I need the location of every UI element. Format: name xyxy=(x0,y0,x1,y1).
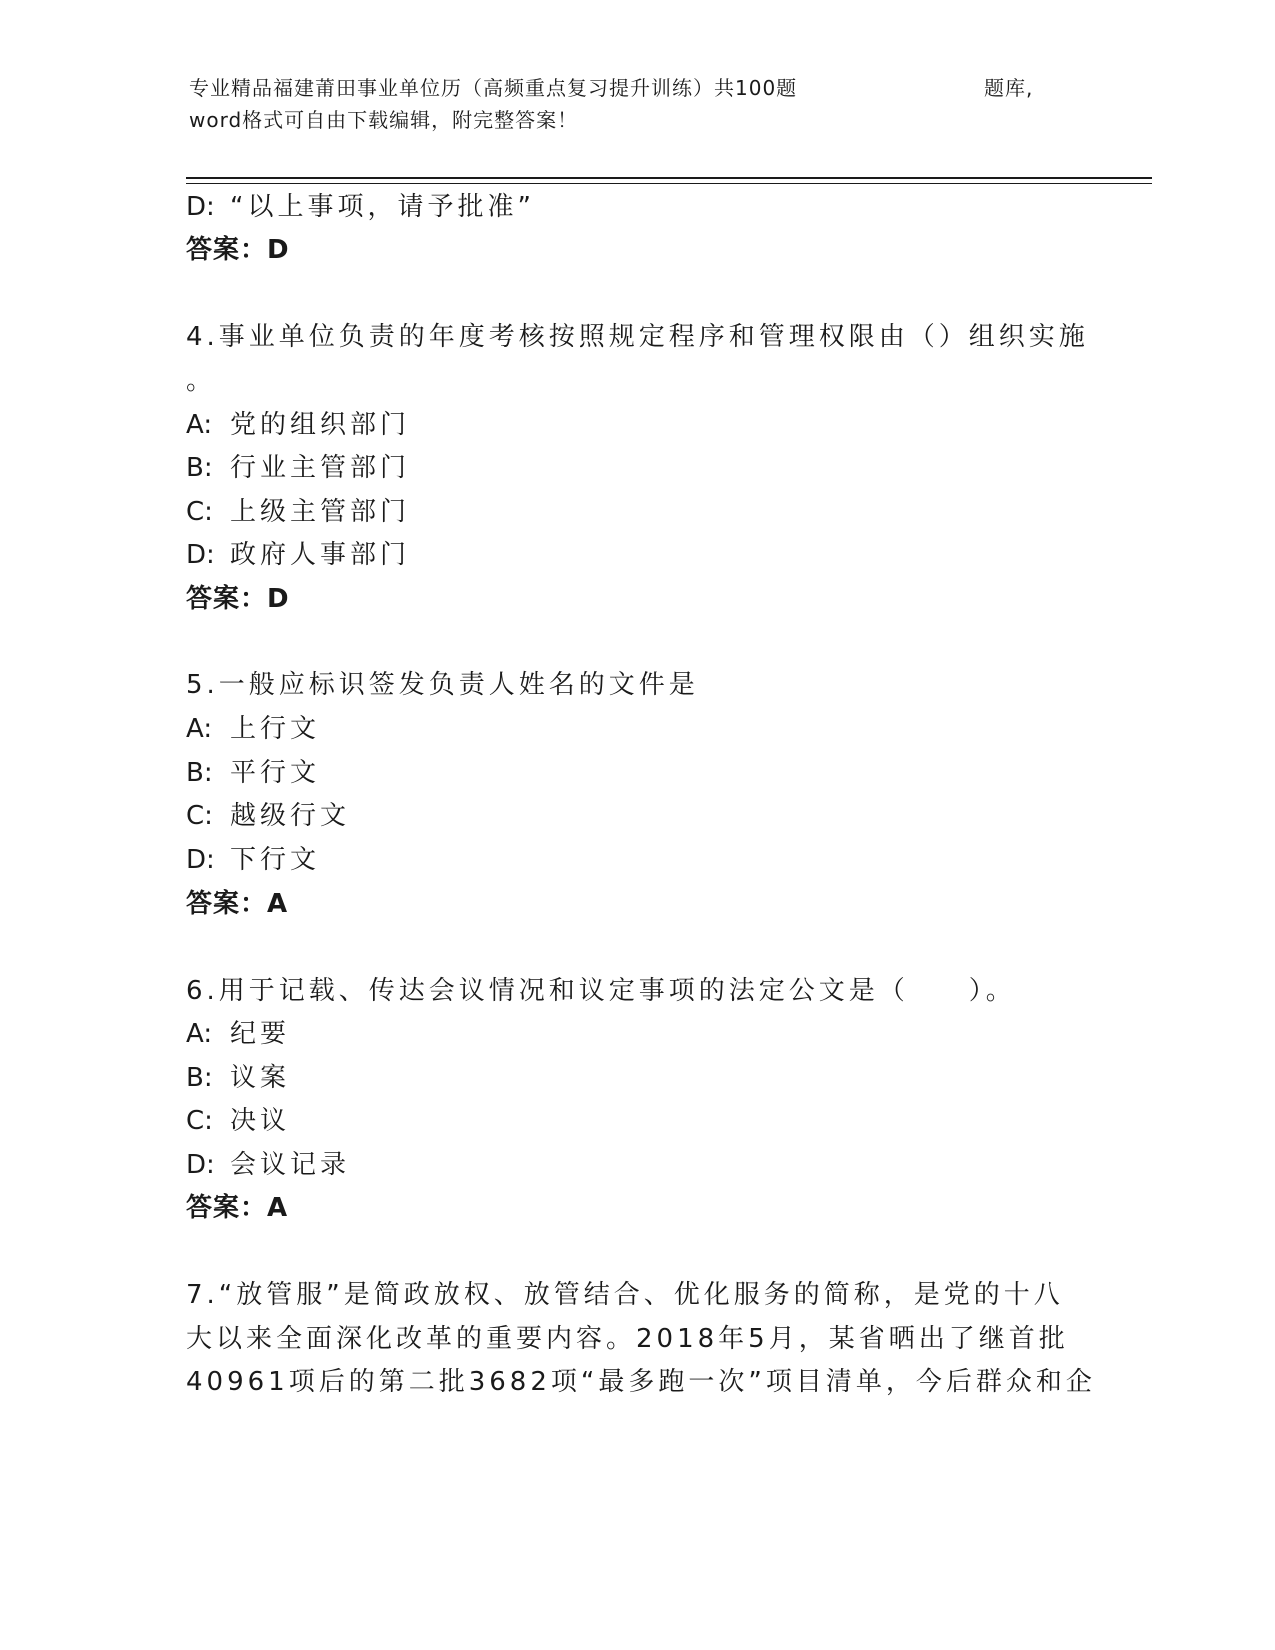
option-text: 上级主管部门 xyxy=(230,497,411,527)
option-text: 纪要 xyxy=(230,1019,291,1049)
q5-option-a xyxy=(186,708,320,745)
option-key: A: xyxy=(186,714,213,744)
q7-stem-line-3: 40961项后的第二批3682项“最多跑一次”项目清单，今后群众和企 xyxy=(186,1367,1096,1397)
option-key: D: xyxy=(186,845,215,875)
q6-option-a xyxy=(186,1013,290,1050)
option-text: 下行文 xyxy=(230,845,321,875)
q5-option-d xyxy=(186,839,320,876)
option-key: B: xyxy=(186,1063,213,1093)
option-key: C: xyxy=(186,801,213,831)
option-key: A: xyxy=(186,1019,213,1049)
q4-option-a xyxy=(186,404,410,441)
q4-stem-line-1: 4.事业单位负责的年度考核按照规定程序和管理权限由（）组织实施 xyxy=(186,322,1089,352)
q6-answer: 答案：A xyxy=(186,1193,289,1223)
option-text: 会议记录 xyxy=(230,1150,351,1180)
option-text: 越级行文 xyxy=(230,801,351,831)
header-subtitle: word格式可自由下载编辑，附完整答案！ xyxy=(189,108,579,132)
page-header xyxy=(189,72,1069,136)
option-text: 上行文 xyxy=(230,714,321,744)
q5-option-b xyxy=(186,752,320,789)
option-text: 政府人事部门 xyxy=(230,540,411,570)
q6-stem-line-1: 6.用于记载、传达会议情况和议定事项的法定公文是（ ）。 xyxy=(186,976,1016,1006)
q7-stem-line-1: 7.“放管服”是简政放权、放管结合、优化服务的简称，是党的十八 xyxy=(186,1280,1064,1310)
header-title-tail: 题库, xyxy=(984,76,1034,100)
option-key: C: xyxy=(186,497,213,527)
q6-option-b xyxy=(186,1057,290,1094)
option-key: B: xyxy=(186,758,213,788)
q3-option-d xyxy=(186,186,535,223)
option-key: B: xyxy=(186,453,213,483)
option-key: D: xyxy=(186,540,215,570)
q4-option-d xyxy=(186,534,410,571)
option-text: “以上事项，请予批准” xyxy=(230,192,535,222)
q4-option-b xyxy=(186,447,410,484)
q7-stem-line-2: 大以来全面深化改革的重要内容。2018年5月，某省晒出了继首批 xyxy=(186,1324,1069,1354)
option-text: 平行文 xyxy=(230,758,321,788)
q4-answer: 答案：D xyxy=(186,584,290,614)
option-text: 决议 xyxy=(230,1106,291,1136)
header-rule-thin xyxy=(186,183,1152,184)
option-key: A: xyxy=(186,410,213,440)
option-key: D: xyxy=(186,1150,215,1180)
q4-stem-line-2: 。 xyxy=(186,366,217,396)
option-text: 行业主管部门 xyxy=(230,453,411,483)
option-text: 党的组织部门 xyxy=(230,410,411,440)
option-text: 议案 xyxy=(230,1063,291,1093)
q5-option-c xyxy=(186,795,350,832)
q6-option-d xyxy=(186,1144,350,1181)
option-key: C: xyxy=(186,1106,213,1136)
header-rule-thick xyxy=(186,177,1152,179)
header-line-1 xyxy=(189,72,1069,104)
option-key: D: xyxy=(186,192,215,222)
q5-answer: 答案：A xyxy=(186,889,289,919)
header-title: 专业精品福建莆田事业单位历（高频重点复习提升训练）共100题 xyxy=(189,76,798,100)
q6-option-c xyxy=(186,1100,290,1137)
q4-option-c xyxy=(186,491,410,528)
q3-answer: 答案：D xyxy=(186,235,290,265)
q5-stem-line-1: 5.一般应标识签发负责人姓名的文件是 xyxy=(186,670,699,700)
